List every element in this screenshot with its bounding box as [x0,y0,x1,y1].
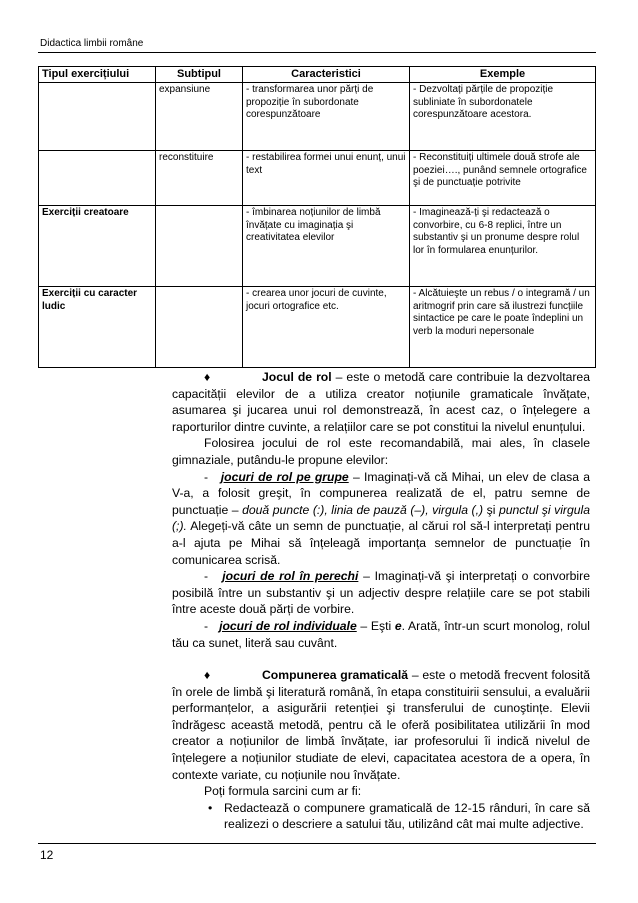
table-cell-features: - transformarea unor părți de propoziție în subordonate corespunzătoare [243,83,410,151]
table-row [39,151,596,206]
section-title-role-play: Jocul de rol [262,370,332,384]
list-item: • Redactează o compunere gramaticală de 12-15 rânduri, în care să realizezi o descriere a satului tău, utilizând cât mai multe adjective. [208,800,590,832]
table-cell-type: Exerciții creatoare [39,206,156,287]
table-cell-subtype [156,287,243,368]
table-cell-type [39,151,156,206]
individual-role-play-item: - jocuri de rol individuale – Eşti e. Arată, într-un scurt monolog, rolul tău ca sunet, literă sau cuvânt. [172,618,590,650]
header-rule [38,52,596,53]
column-header-type: Tipul exercițiului [39,67,156,83]
group-role-play-title: jocuri de rol pe grupe [220,469,349,484]
table-cell-features: - crearea unor jocuri de cuvinte, jocuri ortografice etc. [243,287,410,368]
table-cell-subtype: reconstituire [156,151,243,206]
column-header-subtype: Subtipul [156,67,243,83]
section-gap [172,651,590,667]
diamond-bullet-icon: ♦ [204,370,211,384]
exercise-types-table [38,66,596,368]
table-cell-subtype: expansiune [156,83,243,151]
page-number: 12 [40,848,54,862]
table-cell-examples: - Alcătuieşte un rebus / o integramă / un aritmogrif prin care să ilustrezi funcțiile sintactice pe care le poate îndeplini un verb la moduri nepersonale [410,287,596,368]
table-cell-subtype [156,206,243,287]
footer-rule [38,843,596,844]
section-title-grammar-composition: Compunerea gramaticală [262,668,409,683]
table-cell-features: - restabilirea formei unui enunț, unui text [243,151,410,206]
pair-role-play-item: - jocuri de rol în perechi – Imaginați-vă şi interpretați o convorbire posibilă între un substantiv şi un adjectiv despre relațiile care se pot stabili între aceste două părți de vorbire. [172,569,590,617]
group-role-play-item: - jocuri de rol pe grupe – Imaginați-vă că Mihai, un elev de clasa a V-a, a folosit greşit, în compunerea realizată de el, patru semne de punctuație – două puncte (:), linia de pauză (–), virgula (,) şi punctul şi virgula (;). Alegeți-vă câte un semn de punctuație, al cărui rol să-l interpretați pentru a-l ajuta pe Mihai să înțeleagă importanța semnelor de punctuație în comunicarea scrisă. [172,469,591,567]
table-cell-type: Exerciții cu caracter ludic [39,287,156,368]
table-cell-examples: - Imaginează-ți şi redactează o convorbire, cu 6-8 replici, între un substantiv şi un pronume despre rolul lor în formularea enunțurilor. [410,206,596,287]
table-row [39,206,596,287]
role-play-paragraph: ♦ Jocul de rol – este o metodă care contribuie la dezvoltarea capacității elevilor de a utiliza creator noțiunile gramaticale învățate, asumarea şi jucarea unui rol demonstrează, în acest caz, o înțelegere a raporturilor dintre cuvinte, a relațiilor care se pot constitui la nivelul enunțului. [172,370,590,434]
diamond-bullet-icon: ♦ [204,668,211,683]
bullet-icon: • [208,800,213,815]
pair-role-play-title: jocuri de rol în perechi [222,569,359,584]
individual-role-play-title: jocuri de rol individuale [219,618,357,633]
role-play-recommendation: Folosirea jocului de rol este recomandabilă, mai ales, în clasele gimnaziale, putându-le propune elevilor: [172,436,590,467]
table-cell-features: - îmbinarea noțiunilor de limbă învățate cu imaginația şi creativitatea elevilor [243,206,410,287]
column-header-examples: Exemple [410,67,596,83]
table-cell-type [39,83,156,151]
column-header-features: Caracteristici [243,67,410,83]
task-intro: Poți formula sarcini cum ar fi: [204,784,362,799]
table-cell-examples: - Reconstituiți ultimele două strofe ale poeziei…., punând semnele ortografice şi de punctuație potrivite [410,151,596,206]
table-cell-examples: - Dezvoltați părțile de propoziție subliniate în subordonatele corespunzătoare acestora. [410,83,596,151]
table-header-row [39,67,596,83]
body-text [172,369,590,833]
table-row [39,287,596,368]
running-header: Didactica limbii române [40,38,144,49]
table-row [39,83,596,151]
task-list [172,800,590,833]
grammar-composition-paragraph: ♦ Compunerea gramaticală – este o metodă frecvent folosită în orele de limbă şi literatură română, în etapa constituirii sensului, a evaluării performanțelor, a asigurării retenției şi transferului de cunoştințe. Elevii îndrăgesc această metodă, pentru că le oferă posibilitatea utilizării în mod creator a noțiunilor de limbă învățate, iar profesorului îi indică nivelul de înțelegere a noțiunilor studiate de elevi, capacitatea acestora de a opera, în contexte variate, cu noțiunile nou învățate. [172,668,590,782]
